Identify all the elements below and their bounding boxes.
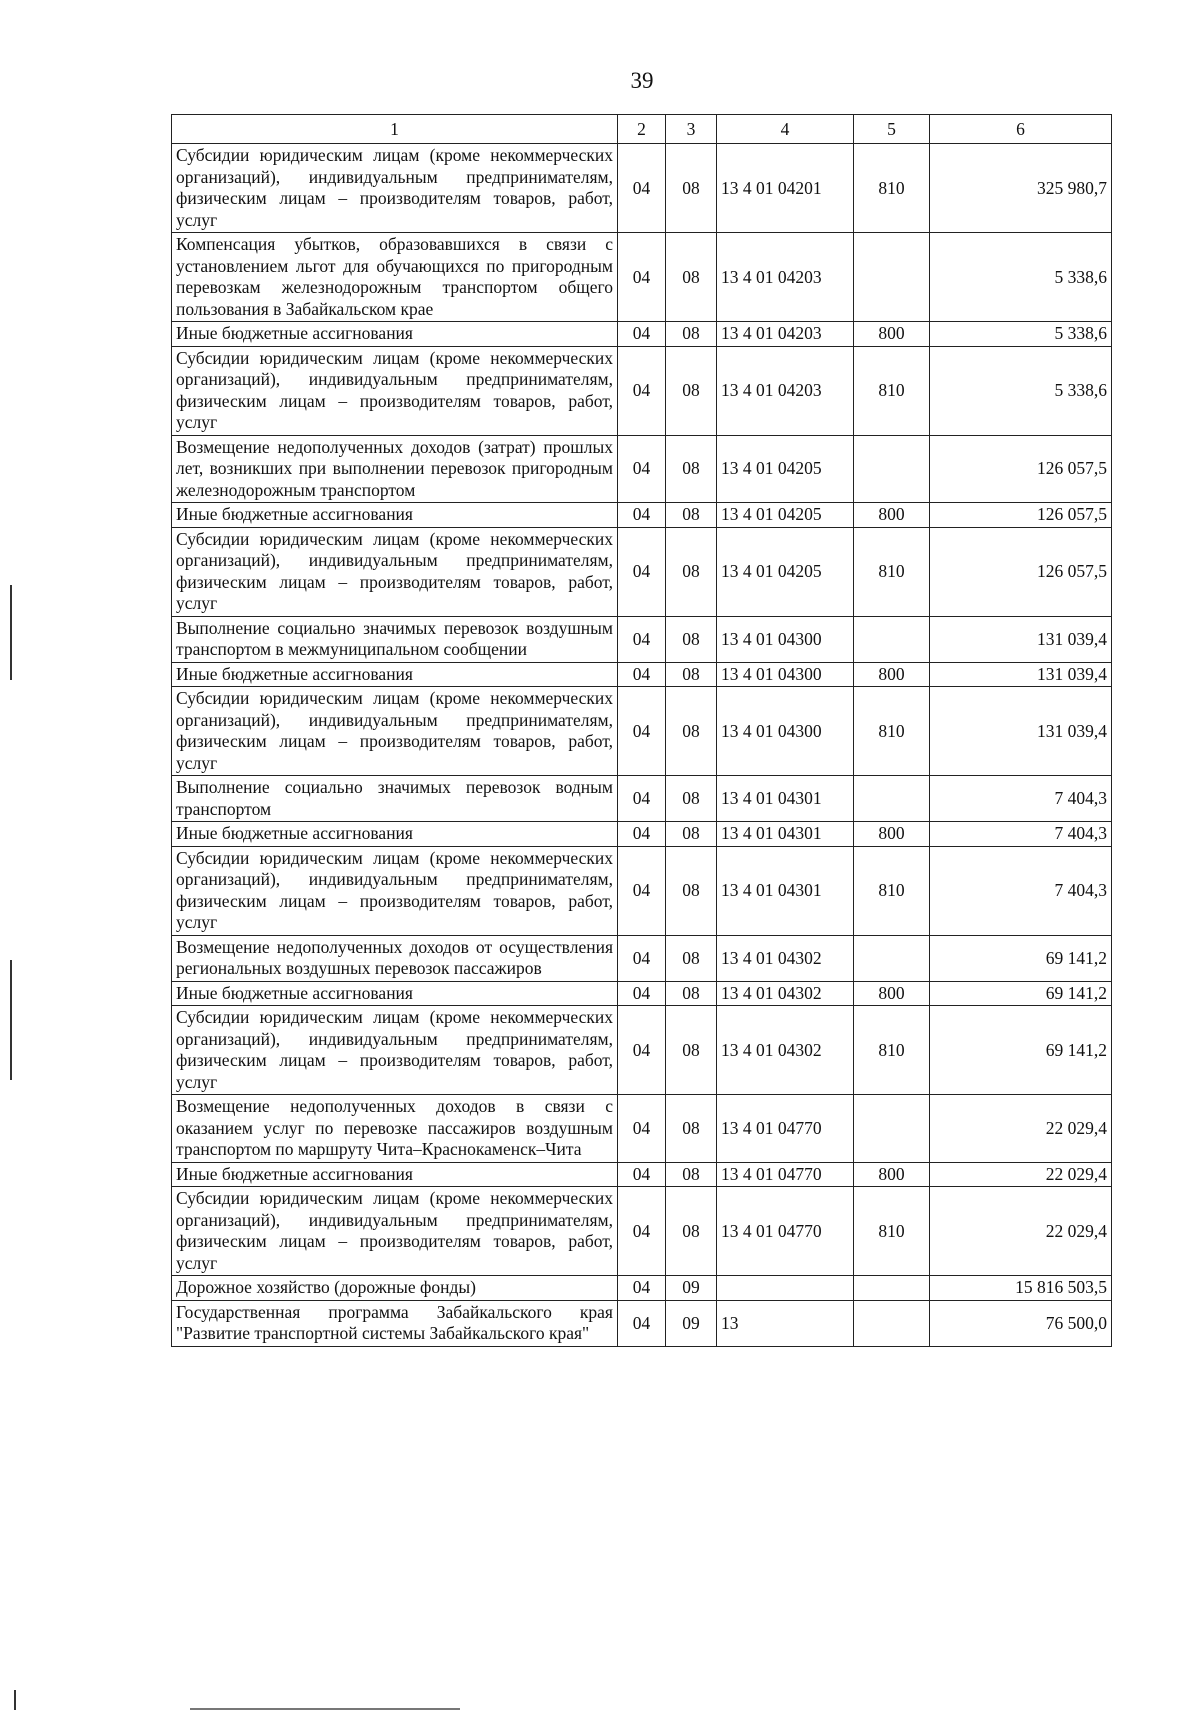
row-name: Иные бюджетные ассигнования (172, 322, 618, 347)
row-expense-type: 810 (854, 527, 930, 616)
table-row (172, 322, 1112, 347)
row-section: 04 (618, 1300, 666, 1346)
table-row (172, 662, 1112, 687)
row-expense-type: 800 (854, 662, 930, 687)
row-expense-type: 800 (854, 1162, 930, 1187)
row-target-code: 13 4 01 04300 (717, 687, 854, 776)
row-subsection: 08 (666, 687, 717, 776)
table-row (172, 144, 1112, 233)
row-name: Иные бюджетные ассигнования (172, 503, 618, 528)
table-row (172, 822, 1112, 847)
row-subsection: 08 (666, 1095, 717, 1163)
row-expense-type: 800 (854, 981, 930, 1006)
row-amount: 22 029,4 (930, 1095, 1112, 1163)
row-amount: 22 029,4 (930, 1162, 1112, 1187)
table-row (172, 776, 1112, 822)
row-section: 04 (618, 981, 666, 1006)
row-section: 04 (618, 616, 666, 662)
table-row (172, 1006, 1112, 1095)
row-subsection: 08 (666, 776, 717, 822)
row-name: Возмещение недополученных доходов от осуществления региональных воздушных перевозок пассажиров (172, 935, 618, 981)
row-section: 04 (618, 233, 666, 322)
row-amount: 131 039,4 (930, 662, 1112, 687)
row-subsection: 08 (666, 527, 717, 616)
header-col-5: 5 (854, 115, 930, 144)
row-name: Субсидии юридическим лицам (кроме некоммерческих организаций), индивидуальным предпринимателям, физическим лицам – производителям товаров, работ, услуг (172, 527, 618, 616)
row-expense-type (854, 435, 930, 503)
row-expense-type: 800 (854, 822, 930, 847)
row-subsection: 08 (666, 846, 717, 935)
row-name: Иные бюджетные ассигнования (172, 662, 618, 687)
row-section: 04 (618, 1162, 666, 1187)
row-subsection: 08 (666, 435, 717, 503)
row-section: 04 (618, 527, 666, 616)
row-amount: 126 057,5 (930, 503, 1112, 528)
row-amount: 5 338,6 (930, 322, 1112, 347)
row-target-code: 13 4 01 04203 (717, 346, 854, 435)
table-body (172, 144, 1112, 1347)
row-name: Иные бюджетные ассигнования (172, 1162, 618, 1187)
row-name: Субсидии юридическим лицам (кроме некоммерческих организаций), индивидуальным предпринимателям, физическим лицам – производителям товаров, работ, услуг (172, 144, 618, 233)
row-name: Субсидии юридическим лицам (кроме некоммерческих организаций), индивидуальным предпринимателям, физическим лицам – производителям товаров, работ, услуг (172, 346, 618, 435)
scan-edge-mark (10, 585, 12, 680)
table-row (172, 846, 1112, 935)
row-amount: 131 039,4 (930, 687, 1112, 776)
row-name: Субсидии юридическим лицам (кроме некоммерческих организаций), индивидуальным предпринимателям, физическим лицам – производителям товаров, работ, услуг (172, 1187, 618, 1276)
row-amount: 76 500,0 (930, 1300, 1112, 1346)
table-row (172, 616, 1112, 662)
table-row (172, 503, 1112, 528)
row-amount: 131 039,4 (930, 616, 1112, 662)
row-section: 04 (618, 346, 666, 435)
row-expense-type: 810 (854, 1006, 930, 1095)
row-subsection: 08 (666, 981, 717, 1006)
row-subsection: 08 (666, 1162, 717, 1187)
header-col-6: 6 (930, 115, 1112, 144)
row-subsection: 08 (666, 616, 717, 662)
row-expense-type (854, 233, 930, 322)
row-target-code: 13 4 01 04302 (717, 1006, 854, 1095)
row-section: 04 (618, 1187, 666, 1276)
row-expense-type (854, 1300, 930, 1346)
row-target-code: 13 (717, 1300, 854, 1346)
row-target-code (717, 1276, 854, 1301)
row-name: Субсидии юридическим лицам (кроме некоммерческих организаций), индивидуальным предпринимателям, физическим лицам – производителям товаров, работ, услуг (172, 1006, 618, 1095)
row-section: 04 (618, 322, 666, 347)
row-name: Возмещение недополученных доходов в связи с оказанием услуг по перевозке пассажиров воздушным транспортом по маршруту Чита–Краснокаменск–Чита (172, 1095, 618, 1163)
row-target-code: 13 4 01 04770 (717, 1095, 854, 1163)
row-amount: 69 141,2 (930, 935, 1112, 981)
row-amount: 69 141,2 (930, 981, 1112, 1006)
row-target-code: 13 4 01 04770 (717, 1187, 854, 1276)
scan-edge-mark (10, 960, 12, 1080)
row-amount: 69 141,2 (930, 1006, 1112, 1095)
table-row (172, 527, 1112, 616)
row-expense-type: 810 (854, 846, 930, 935)
row-expense-type (854, 1095, 930, 1163)
table-row (172, 346, 1112, 435)
header-row (172, 115, 1112, 144)
row-target-code: 13 4 01 04203 (717, 322, 854, 347)
row-expense-type: 810 (854, 687, 930, 776)
row-target-code: 13 4 01 04205 (717, 527, 854, 616)
row-name: Государственная программа Забайкальского края "Развитие транспортной системы Забайкальского края" (172, 1300, 618, 1346)
row-section: 04 (618, 503, 666, 528)
row-amount: 126 057,5 (930, 527, 1112, 616)
row-name: Иные бюджетные ассигнования (172, 822, 618, 847)
row-amount: 7 404,3 (930, 822, 1112, 847)
page-number: 39 (630, 68, 654, 93)
table-row (172, 1300, 1112, 1346)
row-subsection: 09 (666, 1276, 717, 1301)
row-amount: 325 980,7 (930, 144, 1112, 233)
row-section: 04 (618, 1006, 666, 1095)
row-expense-type: 800 (854, 503, 930, 528)
table-row (172, 687, 1112, 776)
row-amount: 7 404,3 (930, 846, 1112, 935)
row-amount: 15 816 503,5 (930, 1276, 1112, 1301)
row-target-code: 13 4 01 04770 (717, 1162, 854, 1187)
row-expense-type: 810 (854, 1187, 930, 1276)
row-target-code: 13 4 01 04301 (717, 846, 854, 935)
row-target-code: 13 4 01 04203 (717, 233, 854, 322)
row-section: 04 (618, 935, 666, 981)
row-subsection: 08 (666, 662, 717, 687)
row-target-code: 13 4 01 04302 (717, 981, 854, 1006)
row-subsection: 08 (666, 322, 717, 347)
row-amount: 7 404,3 (930, 776, 1112, 822)
row-subsection: 08 (666, 346, 717, 435)
row-name: Дорожное хозяйство (дорожные фонды) (172, 1276, 618, 1301)
row-name: Возмещение недополученных доходов (затрат) прошлых лет, возникших при выполнении перевозок пригородным железнодорожным транспортом (172, 435, 618, 503)
row-subsection: 08 (666, 503, 717, 528)
row-section: 04 (618, 846, 666, 935)
row-subsection: 08 (666, 144, 717, 233)
row-section: 04 (618, 687, 666, 776)
table-row (172, 935, 1112, 981)
header-col-1: 1 (172, 115, 618, 144)
row-amount: 5 338,6 (930, 346, 1112, 435)
row-target-code: 13 4 01 04301 (717, 822, 854, 847)
row-amount: 126 057,5 (930, 435, 1112, 503)
row-section: 04 (618, 822, 666, 847)
row-section: 04 (618, 1276, 666, 1301)
row-name: Субсидии юридическим лицам (кроме некоммерческих организаций), индивидуальным предпринимателям, физическим лицам – производителям товаров, работ, услуг (172, 687, 618, 776)
table-row (172, 435, 1112, 503)
table-row (172, 233, 1112, 322)
row-name: Иные бюджетные ассигнования (172, 981, 618, 1006)
row-target-code: 13 4 01 04205 (717, 503, 854, 528)
row-subsection: 08 (666, 822, 717, 847)
row-amount: 5 338,6 (930, 233, 1112, 322)
scan-edge-mark (14, 1690, 16, 1710)
row-subsection: 08 (666, 935, 717, 981)
table-row (172, 1187, 1112, 1276)
row-section: 04 (618, 1095, 666, 1163)
row-target-code: 13 4 01 04301 (717, 776, 854, 822)
row-section: 04 (618, 662, 666, 687)
row-expense-type: 810 (854, 346, 930, 435)
row-expense-type: 800 (854, 322, 930, 347)
row-expense-type: 810 (854, 144, 930, 233)
header-col-3: 3 (666, 115, 717, 144)
row-expense-type (854, 935, 930, 981)
header-col-4: 4 (717, 115, 854, 144)
row-target-code: 13 4 01 04302 (717, 935, 854, 981)
table-row (172, 1276, 1112, 1301)
row-section: 04 (618, 776, 666, 822)
row-target-code: 13 4 01 04201 (717, 144, 854, 233)
row-subsection: 08 (666, 233, 717, 322)
row-name: Субсидии юридическим лицам (кроме некоммерческих организаций), индивидуальным предпринимателям, физическим лицам – производителям товаров, работ, услуг (172, 846, 618, 935)
row-target-code: 13 4 01 04205 (717, 435, 854, 503)
row-amount: 22 029,4 (930, 1187, 1112, 1276)
table-row (172, 981, 1112, 1006)
row-target-code: 13 4 01 04300 (717, 616, 854, 662)
header-col-2: 2 (618, 115, 666, 144)
scan-edge-mark (190, 1708, 460, 1710)
row-expense-type (854, 776, 930, 822)
row-expense-type (854, 616, 930, 662)
row-target-code: 13 4 01 04300 (717, 662, 854, 687)
row-subsection: 09 (666, 1300, 717, 1346)
row-subsection: 08 (666, 1006, 717, 1095)
row-name: Выполнение социально значимых перевозок водным транспортом (172, 776, 618, 822)
table-row (172, 1095, 1112, 1163)
table-row (172, 1162, 1112, 1187)
row-expense-type (854, 1276, 930, 1301)
budget-table (171, 114, 1112, 1347)
row-name: Выполнение социально значимых перевозок воздушным транспортом в межмуниципальном сообщении (172, 616, 618, 662)
row-section: 04 (618, 144, 666, 233)
row-section: 04 (618, 435, 666, 503)
row-name: Компенсация убытков, образовавшихся в связи с установлением льгот для обучающихся по пригородным перевозкам железнодорожным транспортом общего пользования в Забайкальском крае (172, 233, 618, 322)
row-subsection: 08 (666, 1187, 717, 1276)
